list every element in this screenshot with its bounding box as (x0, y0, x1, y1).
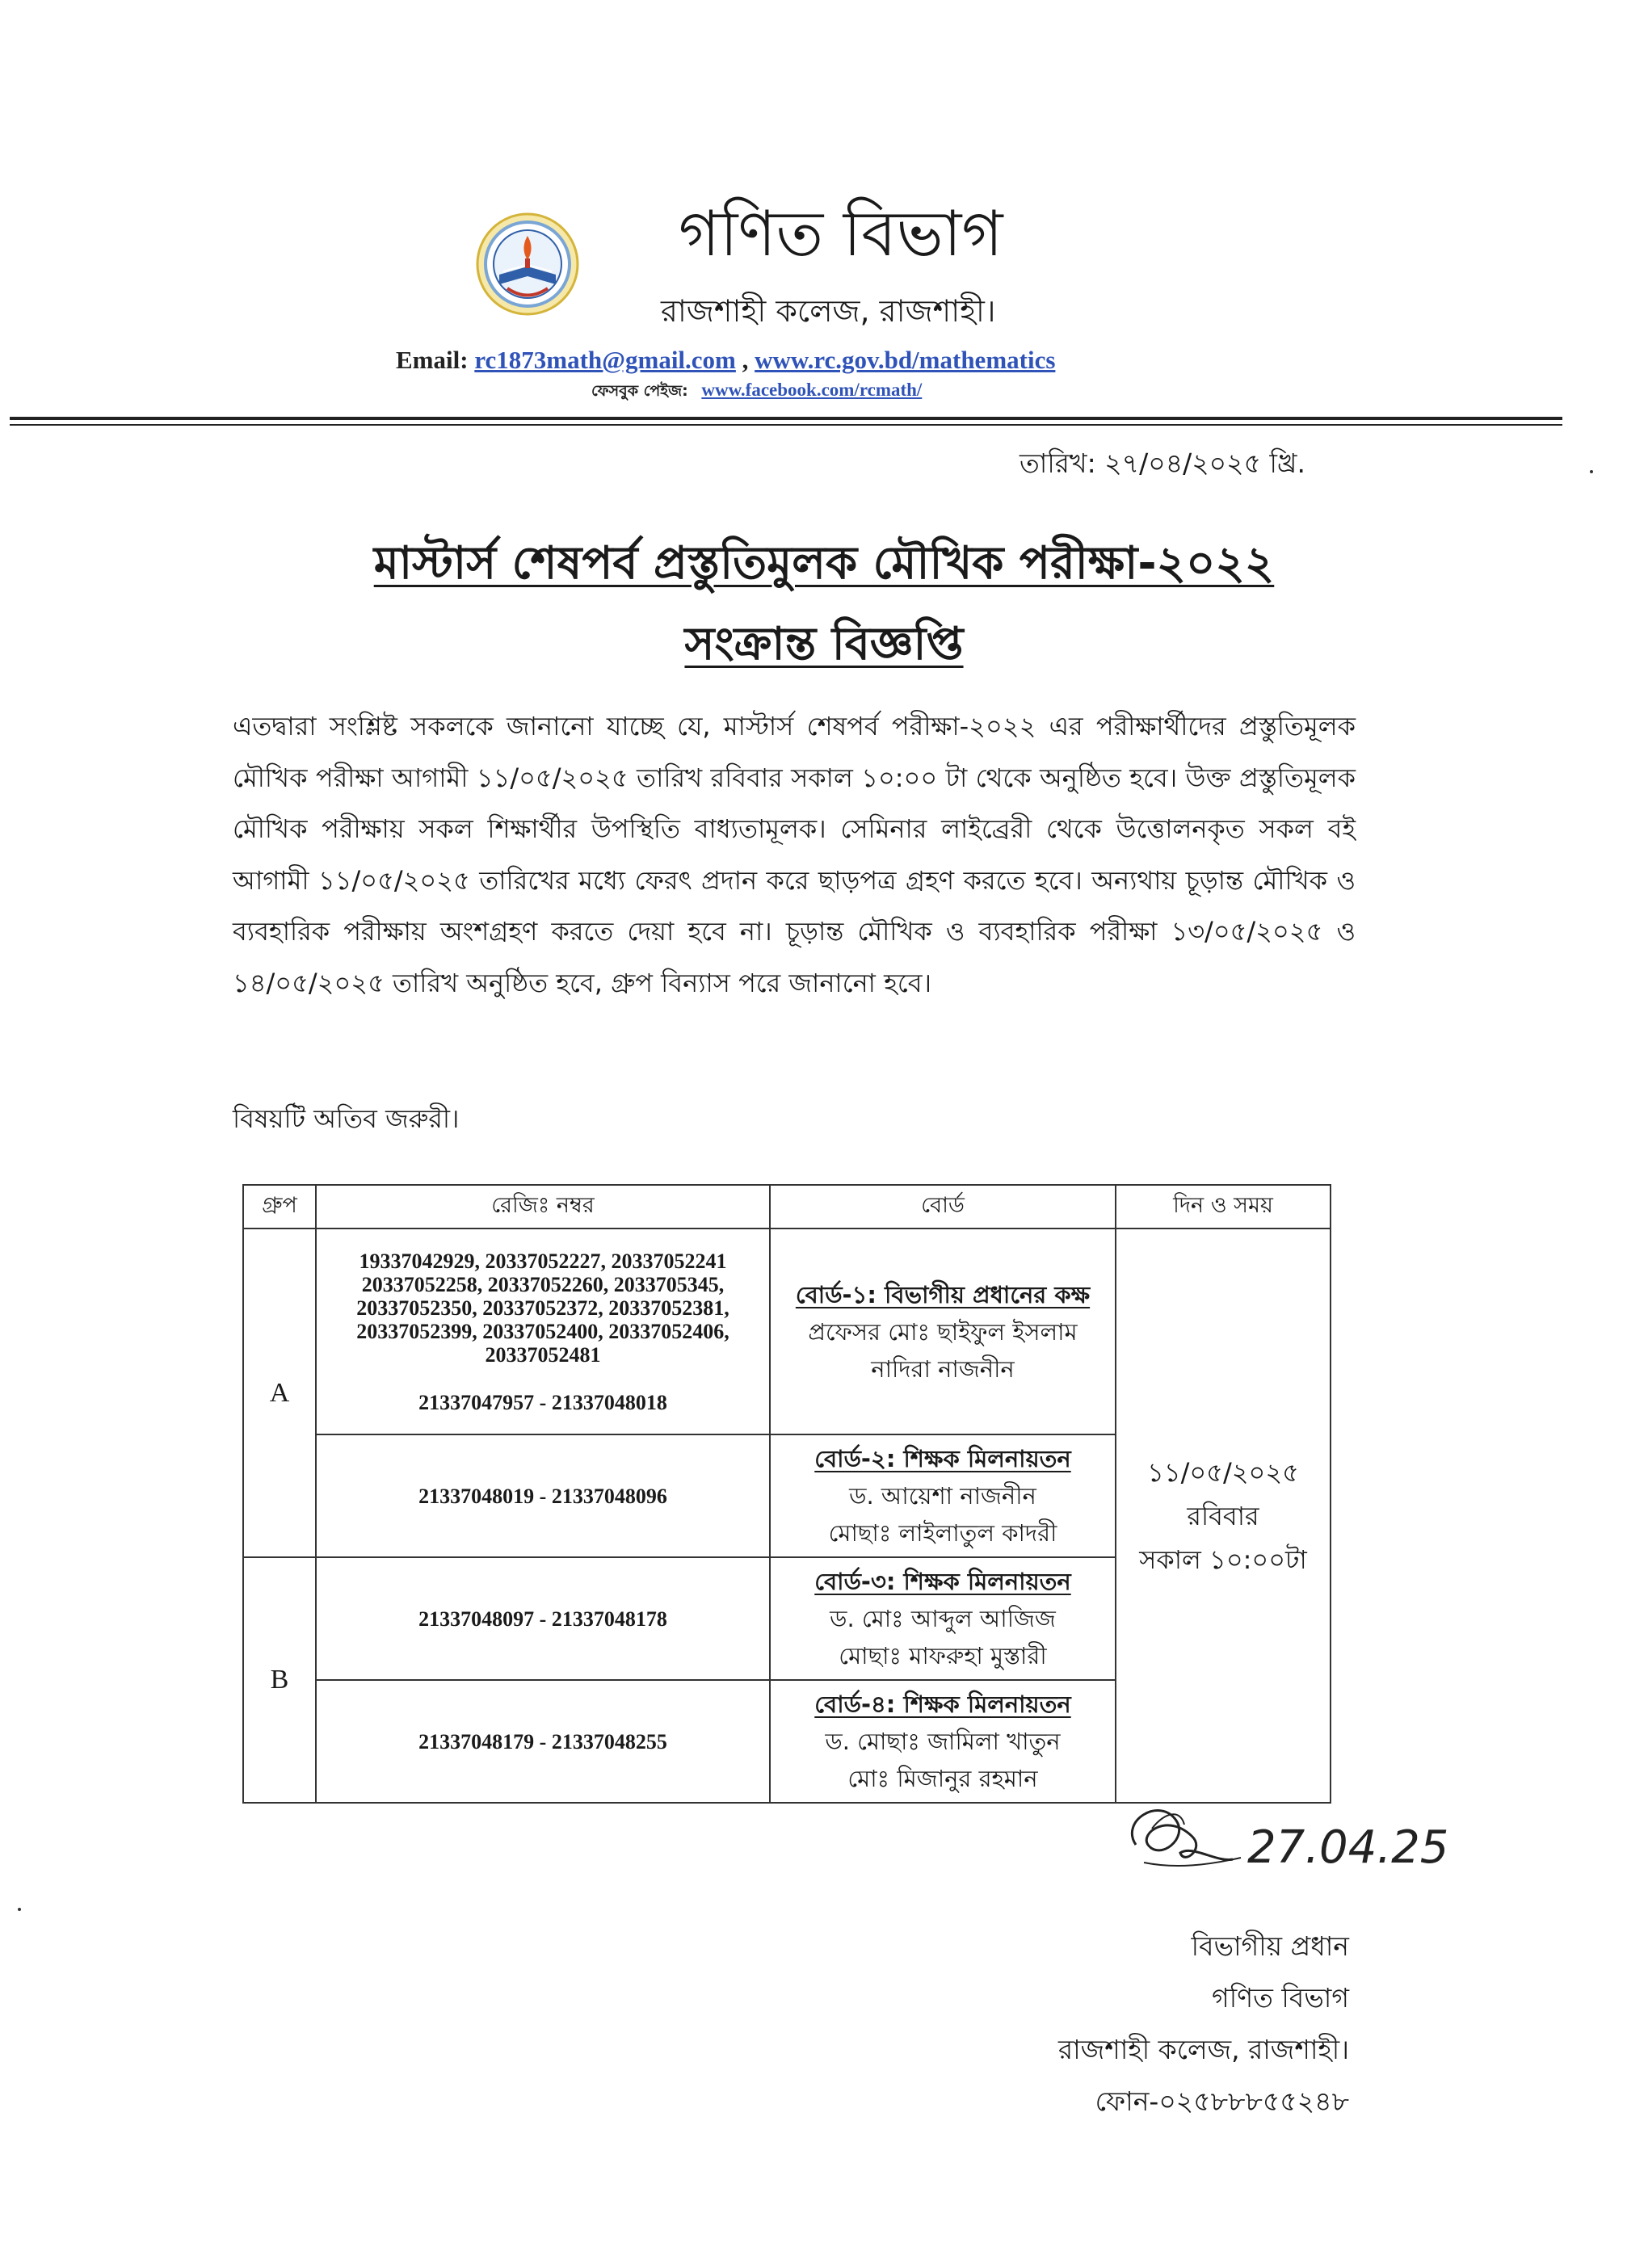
header-datetime: দিন ও সময় (1116, 1185, 1331, 1228)
reg-numbers-cell (316, 1228, 770, 1434)
board-title: বোর্ড-৪: শিক্ষক মিলনায়তন (814, 1690, 1071, 1718)
notice-title-line-2: সংক্রান্ত বিজ্ঞপ্তি (684, 618, 964, 670)
email-label: Email: (396, 346, 469, 374)
reg-number-range: 21337047957 - 21337048018 (418, 1390, 667, 1414)
header-board: বোর্ড (770, 1185, 1116, 1228)
datetime-cell (1116, 1228, 1331, 1803)
reg-number-line: 19337042929, 20337052227, 20337052241 (359, 1249, 727, 1273)
board-member: মোছাঃ মাফরুহা মুস্তারী (839, 1642, 1047, 1670)
board-title: বোর্ড-৩: শিক্ষক মিলনায়তন (814, 1568, 1071, 1595)
notice-title (0, 533, 1648, 594)
group-a-cell: A (243, 1228, 316, 1557)
notice-subtitle (0, 614, 1648, 675)
board-cell (770, 1434, 1116, 1557)
contact-line (396, 346, 1055, 375)
board-member: নাদিরা নাজনীন (871, 1354, 1015, 1383)
header-divider-thin (10, 424, 1562, 426)
reg-number-line: 20337052399, 20337052400, 20337052406, (356, 1319, 729, 1343)
exam-day: রবিবার (1187, 1500, 1259, 1531)
urgent-note: বিষয়টি অতিব জরুরী। (233, 1103, 460, 1134)
signatory-department: গণিত বিভাগ (1212, 1982, 1349, 2014)
header-divider (10, 417, 1562, 420)
reg-numbers-cell: 21337048179 - 21337048255 (316, 1680, 770, 1803)
reg-number-line: 20337052258, 20337052260, 2033705345, (361, 1272, 725, 1296)
board-title: বোর্ড-২: শিক্ষক মিলনায়তন (814, 1445, 1071, 1472)
board-cell (770, 1228, 1116, 1434)
scan-speck (18, 1908, 21, 1911)
reg-numbers-cell: 21337048019 - 21337048096 (316, 1434, 770, 1557)
handwritten-signature (1104, 1788, 1516, 1901)
table-header-row (243, 1185, 1331, 1228)
reg-numbers-cell: 21337048097 - 21337048178 (316, 1557, 770, 1680)
exam-schedule-table (242, 1184, 1331, 1804)
notice-date: তারিখ: ২৭/০৪/২০২৫ খ্রি. (1019, 447, 1305, 479)
signatory-college: রাজশাহী কলেজ, রাজশাহী। (1058, 2034, 1349, 2065)
header-group: গ্রুপ (243, 1185, 316, 1228)
board-member: মোছাঃ লাইলাতুল কাদরী (828, 1519, 1057, 1547)
signature-date: 27.04.25 (1247, 1821, 1449, 1874)
reg-number-line: 20337052350, 20337052372, 20337052381, (356, 1296, 729, 1320)
board-cell (770, 1557, 1116, 1680)
signatory-phone: ফোন-০২৫৮৮৮৫৫২৪৮ (1095, 2085, 1349, 2117)
website-link[interactable]: www.rc.gov.bd/mathematics (755, 346, 1056, 374)
board-member: ড. মোছাঃ জামিলা খাতুন (825, 1728, 1061, 1755)
facebook-link[interactable]: www.facebook.com/rcmath/ (701, 380, 923, 400)
signatory-designation: বিভাগীয় প্রধান (1191, 1930, 1349, 1962)
college-name: রাজশাহী কলেজ, রাজশাহী। (661, 293, 996, 329)
board-cell (770, 1680, 1116, 1803)
facebook-label: ফেসবুক পেইজ: (591, 382, 688, 400)
header-reg-no: রেজিঃ নম্বর (316, 1185, 770, 1228)
scan-speck (1590, 470, 1593, 473)
group-b-cell: B (243, 1557, 316, 1803)
notice-body: এতদ্বারা সংশ্লিষ্ট সকলকে জানানো যাচ্ছে যে, মাস্টার্স শেষপর্ব পরীক্ষা-২০২২ এর পরীক্ষার্থীদের প্রস্তুতিমূলক মৌখিক পরীক্ষা আগামী ১১/০৫/২০২৫ তারিখ রবিবার সকাল ১০:০০ টা থেকে অনুষ্ঠিত হবে। উক্ত প্রস্তুতিমূলক মৌখিক পরীক্ষায় সকল শিক্ষার্থীর উপস্থিতি বাধ্যতামূলক। সেমিনার লাইব্রেরী থেকে উত্তোলনকৃত সকল বই আগামী ১১/০৫/২০২৫ তারিখের মধ্যে ফেরৎ প্রদান করে ছাড়পত্র গ্রহণ করতে হবে। অন্যথায় চূড়ান্ত মৌখিক ও ব্যবহারিক পরীক্ষায় অংশগ্রহণ করতে দেয়া হবে না। চূড়ান্ত মৌখিক ও ব্যবহারিক পরীক্ষা ১৩/০৫/২০২৫ ও ১৪/০৫/২০২৫ তারিখ অনুষ্ঠিত হবে, গ্রুপ বিন্যাস পরে জানানো হবে। (233, 711, 1356, 998)
contact-separator: , (742, 346, 749, 374)
board-member: ড. মোঃ আব্দুল আজিজ (830, 1605, 1056, 1632)
board-title: বোর্ড-১: বিভাগীয় প্রধানের কক্ষ (795, 1280, 1091, 1308)
signatory-block (977, 1921, 1349, 2127)
email-link[interactable]: rc1873math@gmail.com (474, 346, 736, 374)
board-member: মোঃ মিজানুর রহমান (847, 1765, 1038, 1792)
reg-number-line: 20337052481 (485, 1342, 601, 1367)
table-row (243, 1228, 1331, 1434)
board-member: প্রফেসর মোঃ ছাইফুল ইসলাম (808, 1317, 1078, 1346)
department-title: গণিত বিভাগ (679, 198, 1003, 271)
exam-time: সকাল ১০:০০টা (1139, 1544, 1307, 1575)
college-logo (475, 212, 580, 317)
notice-title-line-1: মাস্টার্স শেষপর্ব প্রস্তুতিমুলক মৌখিক পরীক্ষা-২০২২ (373, 537, 1275, 590)
facebook-line (591, 380, 922, 405)
board-member: ড. আয়েশা নাজনীন (849, 1482, 1036, 1510)
exam-date: ১১/০৫/২০২৫ (1147, 1456, 1299, 1488)
